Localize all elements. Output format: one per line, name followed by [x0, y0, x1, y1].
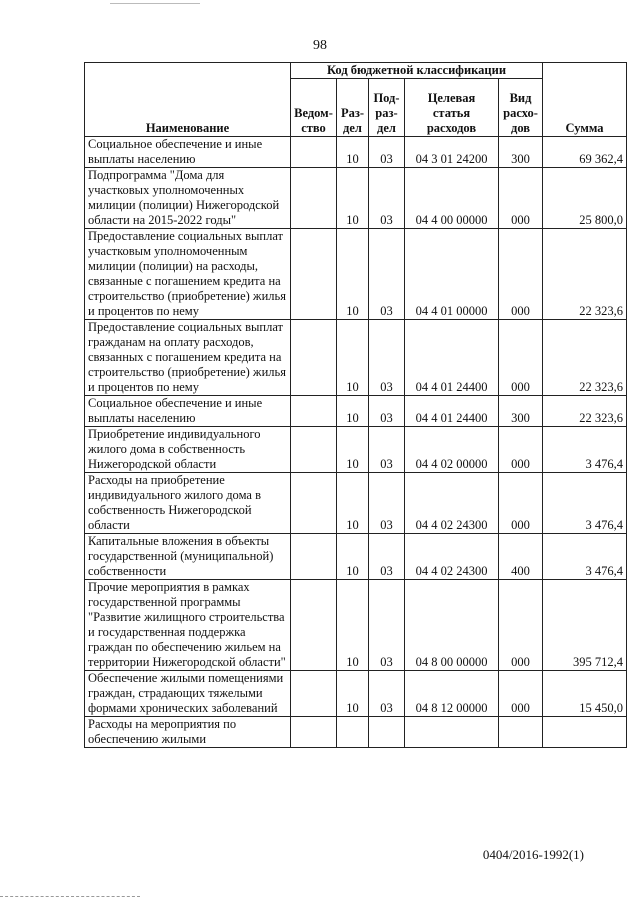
cell-razdel: 10 [337, 427, 369, 473]
cell-celevaya: 04 4 00 00000 [405, 168, 499, 229]
cell-vid: 000 [499, 671, 543, 717]
cell-vedomstvo [291, 320, 337, 396]
cell-razdel [337, 717, 369, 748]
cell-celevaya: 04 4 01 00000 [405, 229, 499, 320]
cell-vedomstvo [291, 229, 337, 320]
cell-celevaya: 04 8 12 00000 [405, 671, 499, 717]
cell-vedomstvo [291, 137, 337, 168]
cell-name: Расходы на мероприятия по обеспечению жилыми [85, 717, 291, 748]
cell-podrazdel: 03 [369, 229, 405, 320]
cell-podrazdel: 03 [369, 137, 405, 168]
header-vedomstvo: Ведом-ство [291, 79, 337, 137]
header-celevaya: Целевая статья расходов [405, 79, 499, 137]
cell-razdel: 10 [337, 534, 369, 580]
cell-vedomstvo [291, 473, 337, 534]
cell-name: Социальное обеспечение и иные выплаты населению [85, 137, 291, 168]
cell-name: Социальное обеспечение и иные выплаты населению [85, 396, 291, 427]
header-summa: Сумма [543, 63, 627, 137]
table-row [85, 534, 627, 580]
cell-podrazdel [369, 717, 405, 748]
cell-summa: 22 323,6 [543, 396, 627, 427]
cell-vedomstvo [291, 671, 337, 717]
table-row [85, 580, 627, 671]
cell-vedomstvo [291, 396, 337, 427]
cell-razdel: 10 [337, 473, 369, 534]
cell-summa: 15 450,0 [543, 671, 627, 717]
scan-artifact-top [110, 3, 200, 5]
header-podrazdel: Под-раз-дел [369, 79, 405, 137]
cell-celevaya: 04 4 02 00000 [405, 427, 499, 473]
cell-vid: 000 [499, 168, 543, 229]
cell-celevaya: 04 4 02 24300 [405, 473, 499, 534]
cell-podrazdel: 03 [369, 396, 405, 427]
cell-razdel: 10 [337, 168, 369, 229]
table-row [85, 427, 627, 473]
cell-name: Капитальные вложения в объекты государственной (муниципальной) собственности [85, 534, 291, 580]
cell-vid: 300 [499, 396, 543, 427]
cell-summa: 22 323,6 [543, 229, 627, 320]
cell-summa: 395 712,4 [543, 580, 627, 671]
cell-razdel: 10 [337, 137, 369, 168]
table-row [85, 671, 627, 717]
cell-celevaya [405, 717, 499, 748]
budget-table [84, 62, 627, 748]
cell-razdel: 10 [337, 320, 369, 396]
cell-celevaya: 04 4 01 24400 [405, 320, 499, 396]
cell-celevaya: 04 4 02 24300 [405, 534, 499, 580]
cell-podrazdel: 03 [369, 427, 405, 473]
page-number: 98 [313, 38, 327, 53]
cell-podrazdel: 03 [369, 534, 405, 580]
cell-vid: 000 [499, 427, 543, 473]
cell-podrazdel: 03 [369, 320, 405, 396]
cell-vid: 000 [499, 320, 543, 396]
cell-vid: 400 [499, 534, 543, 580]
table-row [85, 168, 627, 229]
cell-vedomstvo [291, 427, 337, 473]
cell-podrazdel: 03 [369, 473, 405, 534]
cell-name: Приобретение индивидуального жилого дома в собственность Нижегородской области [85, 427, 291, 473]
cell-summa [543, 717, 627, 748]
cell-summa: 22 323,6 [543, 320, 627, 396]
scan-artifact-bottom [0, 896, 140, 898]
cell-celevaya: 04 8 00 00000 [405, 580, 499, 671]
cell-summa: 3 476,4 [543, 427, 627, 473]
document-code: 0404/2016-1992(1) [482, 847, 584, 862]
cell-celevaya: 04 4 01 24400 [405, 396, 499, 427]
table-row [85, 717, 627, 748]
table-row [85, 320, 627, 396]
cell-razdel: 10 [337, 229, 369, 320]
cell-vedomstvo [291, 717, 337, 748]
cell-vid: 300 [499, 137, 543, 168]
table-row [85, 137, 627, 168]
table-row [85, 396, 627, 427]
cell-razdel: 10 [337, 396, 369, 427]
cell-vid [499, 717, 543, 748]
header-code-group: Код бюджетной классификации [291, 63, 543, 79]
cell-podrazdel: 03 [369, 580, 405, 671]
cell-summa: 25 800,0 [543, 168, 627, 229]
cell-razdel: 10 [337, 580, 369, 671]
header-razdel: Раз-дел [337, 79, 369, 137]
cell-summa: 3 476,4 [543, 473, 627, 534]
cell-name: Предоставление социальных выплат участковым уполномоченным милиции (полиции) на расходы, связанные с погашением кредита на строительство (приобретение) жилья и процентов по нему [85, 229, 291, 320]
cell-podrazdel: 03 [369, 168, 405, 229]
cell-vedomstvo [291, 534, 337, 580]
table-row [85, 473, 627, 534]
cell-summa: 69 362,4 [543, 137, 627, 168]
cell-razdel: 10 [337, 671, 369, 717]
cell-vid: 000 [499, 473, 543, 534]
cell-vid: 000 [499, 580, 543, 671]
table-row [85, 229, 627, 320]
cell-name: Обеспечение жилыми помещениями граждан, страдающих тяжелыми формами хронических заболеваний [85, 671, 291, 717]
cell-podrazdel: 03 [369, 671, 405, 717]
cell-summa: 3 476,4 [543, 534, 627, 580]
cell-name: Прочие мероприятия в рамках государственной программы "Развитие жилищного строительства и государственная поддержка граждан по обеспечению жильем на территории Нижегородской области" [85, 580, 291, 671]
cell-name: Предоставление социальных выплат гражданам на оплату расходов, связанных с погашением кредита на строительство (приобретение) жилья и процентов по нему [85, 320, 291, 396]
cell-name: Расходы на приобретение индивидуального жилого дома в собственность Нижегородской области [85, 473, 291, 534]
header-name: Наименование [85, 63, 291, 137]
header-vid: Вид расхо-дов [499, 79, 543, 137]
cell-vedomstvo [291, 580, 337, 671]
cell-name: Подпрограмма "Дома для участковых уполномоченных милиции (полиции) Нижегородской области на 2015-2022 годы" [85, 168, 291, 229]
cell-celevaya: 04 3 01 24200 [405, 137, 499, 168]
budget-table-body [85, 137, 627, 748]
cell-vid: 000 [499, 229, 543, 320]
cell-vedomstvo [291, 168, 337, 229]
